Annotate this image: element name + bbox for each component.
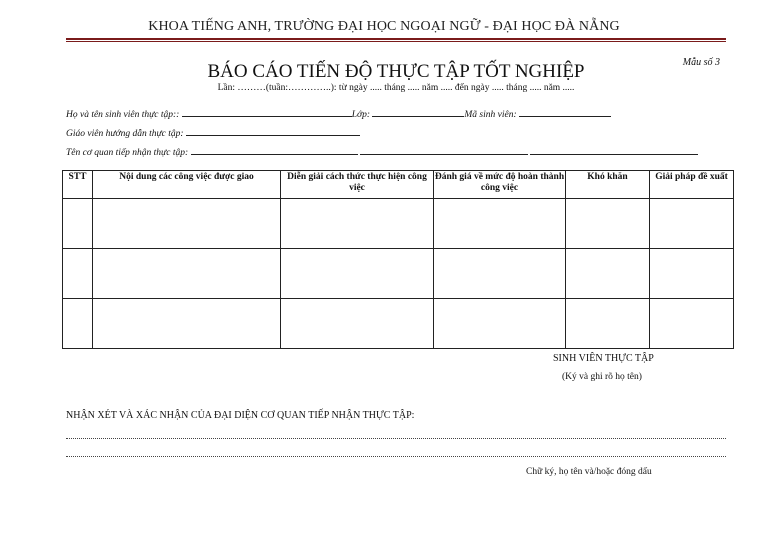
col-header-task-content: Nội dung các công việc được giao bbox=[93, 171, 281, 199]
table-cell[interactable] bbox=[434, 299, 566, 349]
table-cell[interactable] bbox=[281, 249, 434, 299]
page-title: BÁO CÁO TIẾN ĐỘ THỰC TẬP TỐT NGHIỆP bbox=[207, 61, 585, 82]
col-header-completion: Đánh giá về mức độ hoàn thành công việc bbox=[434, 171, 566, 199]
header-divider-thick bbox=[66, 38, 726, 40]
table-cell[interactable] bbox=[566, 299, 650, 349]
student-name-label: Họ và tên sinh viên thực tập:: bbox=[66, 110, 182, 120]
instructor-line bbox=[66, 126, 360, 139]
table-cell[interactable] bbox=[566, 249, 650, 299]
instructor-field[interactable] bbox=[186, 126, 360, 136]
signature-note: (Ký và ghi rõ họ tên) bbox=[562, 372, 642, 382]
table-cell[interactable] bbox=[650, 299, 734, 349]
header-divider-thin bbox=[66, 41, 726, 42]
table-header-row bbox=[63, 171, 734, 199]
agency-field-3[interactable] bbox=[530, 145, 698, 155]
institution-header: KHOA TIẾNG ANH, TRƯỜNG ĐẠI HỌC NGOẠI NGỮ - ĐẠI HỌC ĐÀ NẴNG bbox=[148, 19, 620, 34]
report-period-line: Lần: ………(tuần:…………..): từ ngày ..... tháng ..... năm ..... đến ngày ..... tháng ..... năm ..... bbox=[217, 83, 575, 93]
col-header-solutions: Giải pháp đề xuất bbox=[650, 171, 734, 199]
agency-label: Tên cơ quan tiếp nhận thực tập: bbox=[66, 148, 191, 158]
remarks-line-2[interactable] bbox=[66, 456, 726, 457]
table-cell[interactable] bbox=[281, 299, 434, 349]
progress-table bbox=[62, 170, 734, 349]
table-cell[interactable] bbox=[650, 199, 734, 249]
table-cell[interactable] bbox=[281, 199, 434, 249]
agency-field-2[interactable] bbox=[360, 145, 528, 155]
table-cell[interactable] bbox=[93, 199, 281, 249]
table-cell[interactable] bbox=[566, 199, 650, 249]
table-cell[interactable] bbox=[434, 199, 566, 249]
instructor-label: Giáo viên hướng dẫn thực tập: bbox=[66, 129, 186, 139]
table-cell[interactable] bbox=[93, 249, 281, 299]
col-header-difficulties: Khó khăn bbox=[566, 171, 650, 199]
table-row bbox=[63, 199, 734, 249]
table-cell[interactable] bbox=[93, 299, 281, 349]
table-cell[interactable] bbox=[434, 249, 566, 299]
table-cell[interactable] bbox=[63, 299, 93, 349]
form-number: Mẫu số 3 bbox=[682, 57, 720, 68]
student-info-line bbox=[66, 107, 611, 120]
student-id-field[interactable] bbox=[519, 107, 611, 117]
col-header-stt: STT bbox=[63, 171, 93, 199]
remarks-line-1[interactable] bbox=[66, 438, 726, 439]
agency-line bbox=[66, 145, 698, 158]
table-row bbox=[63, 249, 734, 299]
student-id-label: Mã sinh viên: bbox=[464, 110, 520, 120]
table-cell[interactable] bbox=[63, 199, 93, 249]
remarks-heading: NHẬN XÉT VÀ XÁC NHẬN CỦA ĐẠI DIỆN CƠ QUAN TIẾP NHẬN THỰC TẬP: bbox=[66, 410, 415, 421]
table-row bbox=[63, 299, 734, 349]
class-field[interactable] bbox=[372, 107, 464, 117]
agency-field-1[interactable] bbox=[191, 145, 358, 155]
signature-title: SINH VIÊN THỰC TẬP bbox=[553, 353, 654, 364]
stamp-note: Chữ ký, họ tên và/hoặc đóng dấu bbox=[526, 467, 652, 477]
table-cell[interactable] bbox=[650, 249, 734, 299]
student-name-field[interactable] bbox=[182, 107, 352, 117]
table-cell[interactable] bbox=[63, 249, 93, 299]
class-label: Lớp: bbox=[351, 110, 373, 120]
col-header-method: Diễn giải cách thức thực hiện công việc bbox=[281, 171, 434, 199]
